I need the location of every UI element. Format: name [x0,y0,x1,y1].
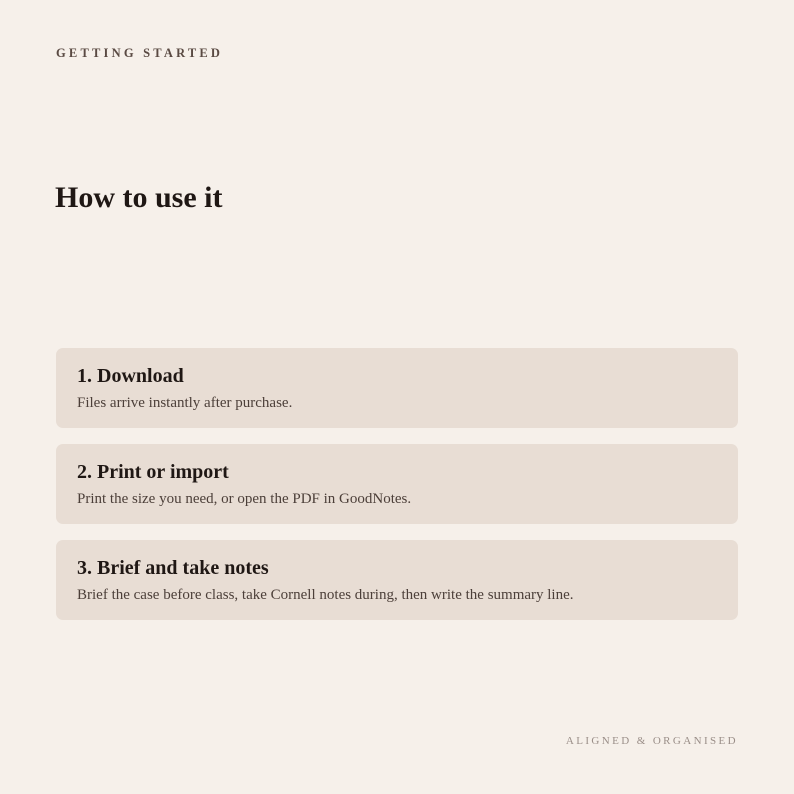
step-title: 1. Download [77,365,184,387]
step-description: Brief the case before class, take Cornell notes during, then write the summary line. [77,587,574,603]
page-title: How to use it [55,181,223,214]
step-title: 2. Print or import [77,461,229,483]
step-card-brief-and-take-notes [56,540,738,620]
step-card-print-or-import [56,444,738,524]
step-description: Files arrive instantly after purchase. [77,395,293,411]
section-eyebrow: GETTING STARTED [56,46,224,60]
step-title: 3. Brief and take notes [77,557,269,579]
step-card-download [56,348,738,428]
step-description: Print the size you need, or open the PDF in GoodNotes. [77,491,412,507]
steps-list [56,348,738,636]
footer-brand: ALIGNED & ORGANISED [565,735,738,747]
